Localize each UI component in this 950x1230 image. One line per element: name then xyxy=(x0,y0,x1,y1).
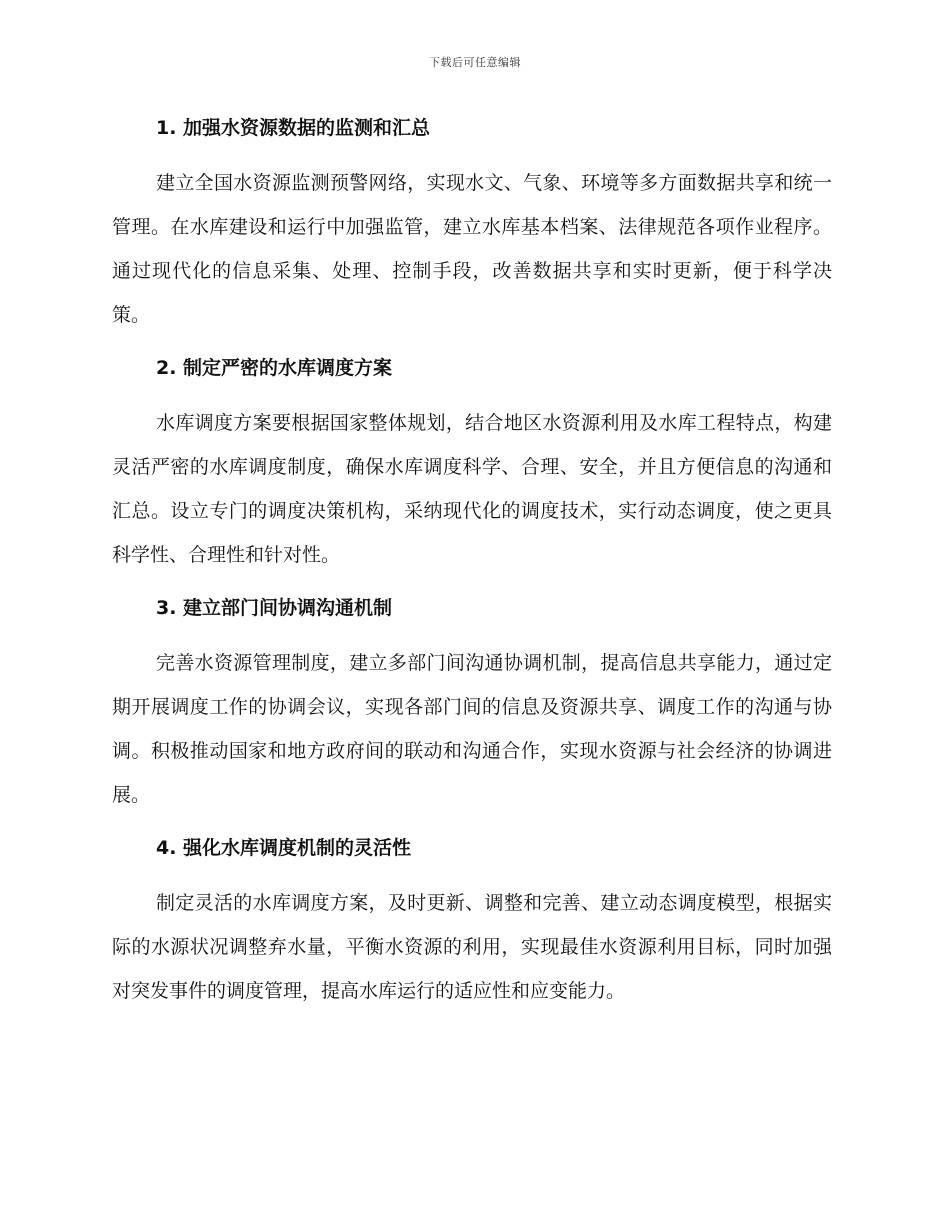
section-4 xyxy=(112,831,832,1013)
section-heading: 3. 建立部门间协调沟通机制 xyxy=(156,597,393,619)
section-paragraph: 水库调度方案要根据国家整体规划，结合地区水资源利用及水库工程特点，构建灵活严密的水库调度制度，确保水库调度科学、合理、安全，并且方便信息的沟通和汇总。设立专门的调度决策机构，采纳现代化的调度技术，实行动态调度，使之更具科学性、合理性和针对性。 xyxy=(112,412,832,566)
section-heading: 1. 加强水资源数据的监测和汇总 xyxy=(156,117,431,139)
section-3 xyxy=(112,591,832,817)
section-paragraph: 建立全国水资源监测预警网络，实现水文、气象、环境等多方面数据共享和统一管理。在水库建设和运行中加强监管，建立水库基本档案、法律规范各项作业程序。通过现代化的信息采集、处理、控制手段，改善数据共享和实时更新，便于科学决策。 xyxy=(112,172,832,326)
section-2 xyxy=(112,351,832,577)
section-paragraph: 制定灵活的水库调度方案，及时更新、调整和完善、建立动态调度模型，根据实际的水源状况调整弃水量，平衡水资源的利用，实现最佳水资源利用目标，同时加强对突发事件的调度管理，提高水库运行的适应性和应变能力。 xyxy=(112,892,832,1002)
document-body xyxy=(112,111,832,1013)
header-note: 下载后可任意编辑 xyxy=(429,56,521,69)
section-1 xyxy=(112,111,832,337)
section-heading: 2. 制定严密的水库调度方案 xyxy=(156,357,393,379)
section-heading: 4. 强化水库调度机制的灵活性 xyxy=(156,837,412,859)
section-paragraph: 完善水资源管理制度，建立多部门间沟通协调机制，提高信息共享能力，通过定期开展调度工作的协调会议，实现各部门间的信息及资源共享、调度工作的沟通与协调。积极推动国家和地方政府间的联动和沟通合作，实现水资源与社会经济的协调进展。 xyxy=(112,652,832,806)
